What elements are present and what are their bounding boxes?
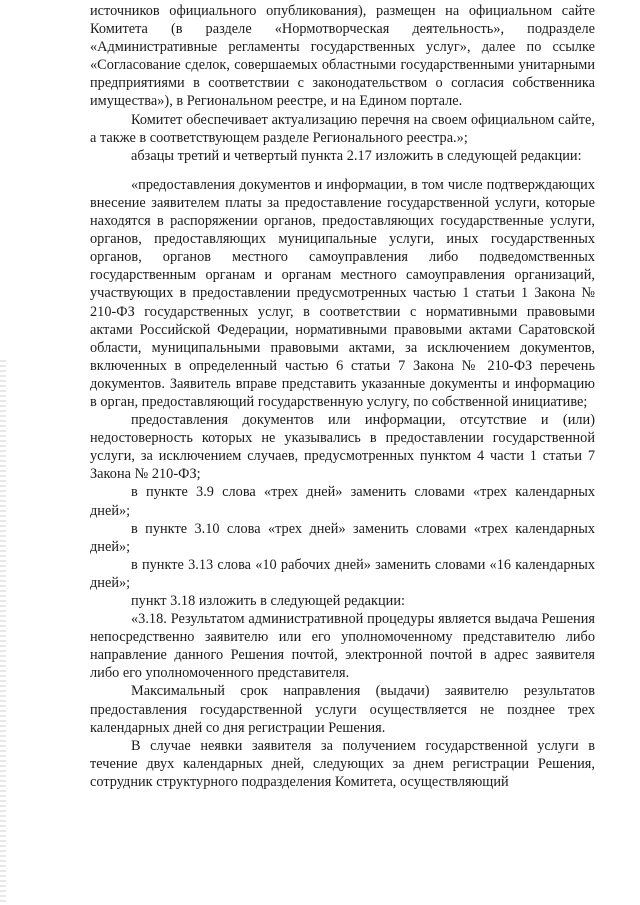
paragraph: источников официального опубликования), размещен на официальном сайте Комитета (в разделе «Нормотворческая деятельность», подразделе «Административные регламенты государственных услуг», далее по ссылке «Согласование сделок, совершаемых областными государственными унитарными предприятиями в соответствии с законодательством о согласия собственника имущества»), в Региональном реестре, и на Едином портале. (90, 3, 595, 110)
paragraph: предоставления документов или информации, отсутствие и (или) недостоверность которых не указывались в предоставлении государственной услуги, за исключением случаев, предусмотренных пунктом 4 части 1 статьи 7 Закона № 210-ФЗ; (90, 412, 595, 483)
paragraph: «3.18. Результатом административной процедуры является выдача Решения непосредственно заявителю или его уполномоченному представителю либо направление данного Решения почтой, электронной почтой в адрес заявителя либо его уполномоченного представителя. (90, 611, 595, 682)
paragraph: в пункте 3.10 слова «трех дней» заменить словами «трех календарных дней»; (90, 520, 595, 555)
paragraph: пункт 3.18 изложить в следующей редакции: (131, 593, 405, 609)
document-body (90, 2, 595, 791)
paragraph: в пункте 3.9 слова «трех дней» заменить словами «трех календарных дней»; (90, 484, 595, 519)
paragraph: Максимальный срок направления (выдачи) заявителю результатов предоставления государственной услуги осуществляется не позднее трех календарных дней со дня регистрации Решения. (90, 683, 595, 736)
paragraph: Комитет обеспечивает актуализацию перечня на своем официальном сайте, а также в соответствующем разделе Регионального реестра.»; (90, 111, 595, 146)
scan-edge-mark (0, 360, 6, 905)
paragraph: «предоставления документов и информации, в том числе подтверждающих внесение заявителем платы за предоставление государственной услуги, которые находятся в распоряжении органов, предоставляющих государственные услуги, органов, предоставляющих муниципальные услуги, иных государственных органов, органов местного самоуправления либо подведомственных государственным органам и органам местного самоуправления организаций, участвующих в предоставлении предусмотренных частью 1 статьи 1 Закона № 210-ФЗ государственных услуг, в соответствии с нормативными правовыми актами Российской Федерации, нормативными правовыми актами Саратовской области, муниципальными правовыми актами, за исключением документов, включенных в определенный частью 6 статьи 7 Закона № 210-ФЗ перечень документов. Заявитель вправе представить указанные документы и информацию в орган, предоставляющий государственную услугу, по собственной инициативе; (90, 176, 595, 410)
paragraph: В случае неявки заявителя за получением государственной услуги в течение двух календарных дней, следующих за днем регистрации Решения, сотрудник структурного подразделения Комитета, осуществляющий (90, 737, 595, 790)
paragraph: абзацы третий и четвертый пункта 2.17 изложить в следующей редакции: (131, 147, 582, 164)
paragraph: в пункте 3.13 слова «10 рабочих дней» заменить словами «16 календарных дней»; (90, 556, 595, 591)
